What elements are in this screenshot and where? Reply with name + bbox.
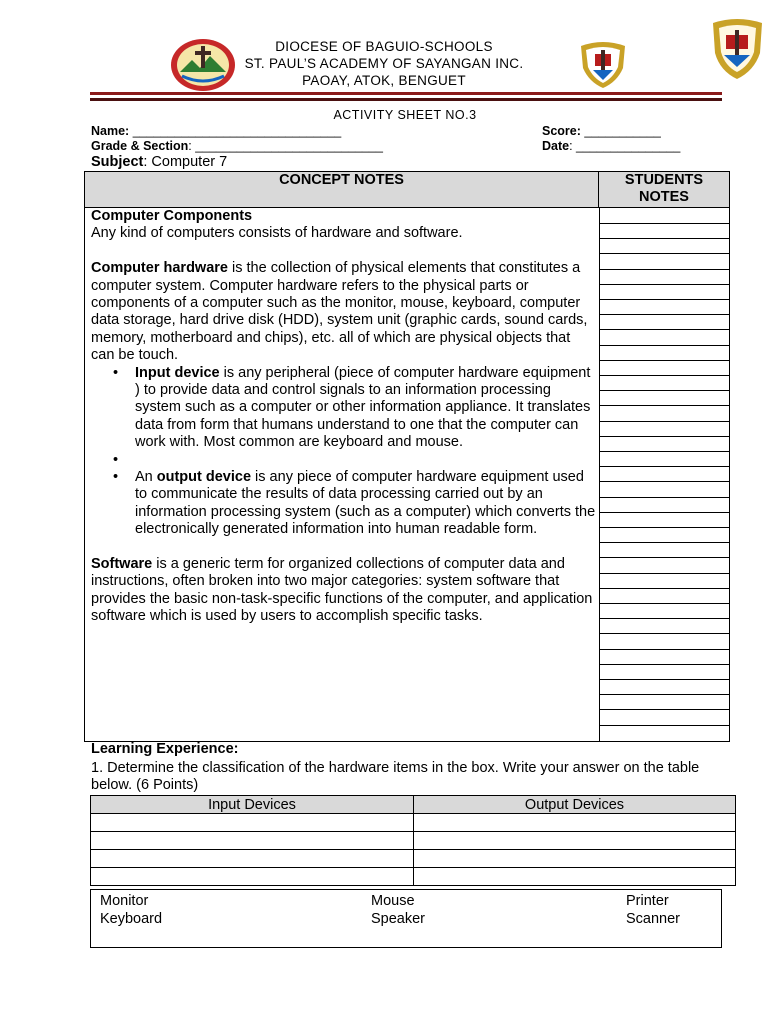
learning-instruction: 1. Determine the classification of the hardware items in the box. Write your answer on the table below. (6 Points) [91,760,700,793]
writing-line [599,725,729,726]
students-notes-header [599,172,729,208]
writing-line [599,557,729,558]
input-answer-cell[interactable] [91,868,414,886]
output-answer-cell[interactable] [414,832,736,850]
output-answer-cell[interactable] [414,868,736,886]
writing-line [599,633,729,634]
output-answer-cell[interactable] [414,850,736,868]
writing-line [599,375,729,376]
input-device-item [135,365,597,452]
software-text: is a generic term for organized collections of computer data and instructions, often broken into two major categories: system software that provides the basic non-task-specific functions of the computer, and application software which is used by users to accomplish specific tasks. [91,556,593,625]
writing-line [599,603,729,604]
score-field[interactable] [542,124,661,138]
writing-line [599,238,729,239]
writing-line [599,299,729,300]
writing-line [599,679,729,680]
students-notes-header-line2: NOTES [639,189,689,205]
classification-table [90,795,736,886]
list-spacer [135,452,597,469]
output-term: output device [156,469,252,486]
writing-line [599,253,729,254]
name-blank: ______________________________ [132,124,342,138]
writing-line [599,284,729,285]
writing-line [599,223,729,224]
item-keyboard: Keyboard [100,911,163,927]
subject-label: Subject [91,154,144,170]
table-row [91,850,736,868]
header-school-name: ST. PAUL’S ACADEMY OF SAYANGAN INC. [244,56,524,71]
header-rule-dark [90,98,722,101]
grade-label: Grade & Section [91,139,189,153]
school-shield-logo [577,40,629,90]
writing-line [599,405,729,406]
date-field[interactable] [542,139,680,153]
concept-notes-body [91,208,597,626]
writing-line [599,345,729,346]
writing-line [599,618,729,619]
academy-crest-logo [710,17,765,81]
item-monitor: Monitor [100,893,149,909]
students-notes-lines[interactable] [599,208,729,741]
writing-line [599,314,729,315]
activity-sheet-title: ACTIVITY SHEET NO.3 [333,108,477,122]
input-text: is any peripheral (piece of computer hardware equipment ) to provide data and control signals to an information processing system such as a computer or other information appliance. It translates data from form that humans understand to one that the computer can work with. Most common are keyboard and mouse. [135,364,591,451]
output-prefix: An [135,469,157,486]
writing-line [599,451,729,452]
writing-line [599,360,729,361]
input-term: Input device [135,364,220,381]
score-blank: ___________ [584,124,661,138]
writing-line [599,466,729,467]
writing-line [599,269,729,270]
writing-line [599,481,729,482]
learning-experience-heading: Learning Experience: [91,741,239,757]
table-row [91,814,736,832]
item-scanner: Scanner [626,911,681,927]
grade-blank: : ___________________________ [188,139,383,153]
writing-line [599,664,729,665]
hardware-paragraph [91,260,597,364]
writing-line [599,390,729,391]
hardware-term: Computer hardware [91,260,228,277]
writing-line [599,329,729,330]
students-notes-header-line1: STUDENTS [624,172,704,188]
writing-line [599,694,729,695]
table-row [91,832,736,850]
hardware-items-box [90,889,722,948]
output-devices-header: Output Devices [414,796,736,814]
subject-value: : Computer 7 [143,154,228,170]
writing-line [599,512,729,513]
writing-line [599,709,729,710]
grade-section-field[interactable] [91,139,383,153]
input-answer-cell[interactable] [91,832,414,850]
output-answer-cell[interactable] [414,814,736,832]
output-text: is any piece of computer hardware equipment used to communicate the results of data processing carried out by an information processing system (such as a computer) which converts the electronically generated information into human readable form. [135,469,596,538]
item-mouse: Mouse [371,893,415,909]
input-answer-cell[interactable] [91,850,414,868]
name-label: Name: [91,124,130,138]
output-device-item [135,469,597,539]
concept-notes-header-label: CONCEPT NOTES [279,172,404,188]
header-address: PAOAY, ATOK, BENGUET [302,73,466,88]
hardware-text: is the collection of physical elements that constitutes a computer system. Computer hardware refers to the physical parts or components of a computer such as the monitor, mouse, keyboard, computer data storage, hard drive disk (HDD), system unit (graphic cards, sound cards, memory, motherboard and chips), etc. all of which are physical objects that can be touch. [91,260,588,364]
input-devices-header: Input Devices [91,796,414,814]
writing-line [599,588,729,589]
date-blank: : _______________ [569,139,681,153]
writing-line [599,527,729,528]
concept-notes-table [84,171,730,742]
writing-line [599,421,729,422]
writing-line [599,497,729,498]
components-heading: Computer Components [91,208,253,224]
writing-line [599,649,729,650]
software-paragraph [91,556,597,626]
writing-line [599,542,729,543]
header-rule-red [90,92,722,95]
device-list [91,365,597,539]
table-row [91,868,736,886]
name-field[interactable] [91,124,341,138]
software-term: Software [91,556,153,573]
score-label: Score: [542,124,581,138]
input-answer-cell[interactable] [91,814,414,832]
date-label: Date [542,139,570,153]
writing-line [599,573,729,574]
components-text: Any kind of computers consists of hardware and software. [91,225,463,242]
concept-notes-header [85,172,599,208]
subject-field [91,154,227,170]
writing-line [599,436,729,437]
item-printer: Printer [626,893,669,909]
item-speaker: Speaker [371,911,426,927]
header-diocese: DIOCESE OF BAGUIO-SCHOOLS [275,39,493,54]
